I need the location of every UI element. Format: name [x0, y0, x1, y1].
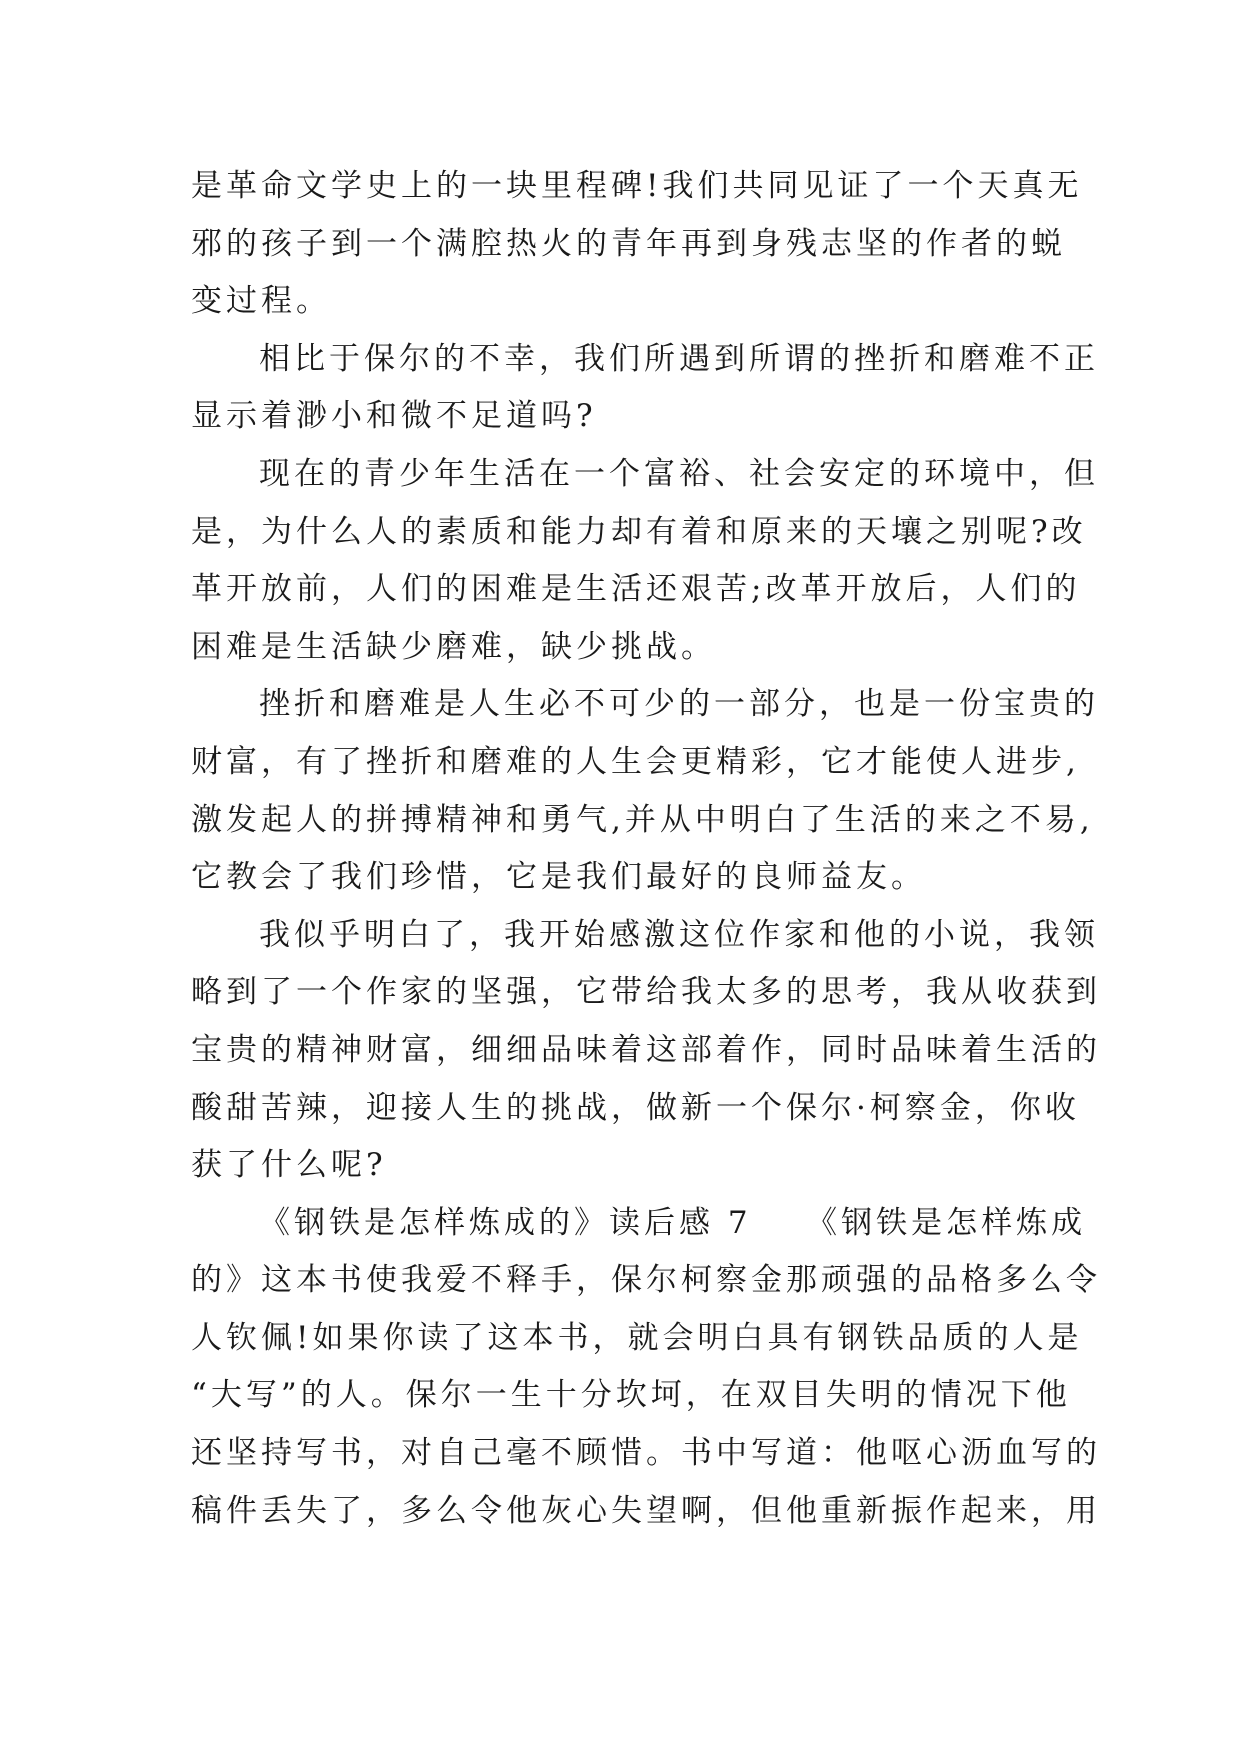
text-line: 邪的孩子到一个满腔热火的青年再到身残志坚的作者的蜕: [191, 225, 1066, 262]
text-line: 略到了一个作家的坚强，它带给我太多的思考，我从收获到: [191, 974, 1101, 1011]
text-line: 宝贵的精神财富，细细品味着这部着作，同时品味着生活的: [191, 1031, 1101, 1068]
text-line: 激发起人的拼搏精神和勇气,并从中明白了生活的来之不易,: [191, 801, 1094, 838]
text-line: 财富，有了挫折和磨难的人生会更精彩，它才能使人进步,: [191, 743, 1080, 780]
text-line: 革开放前，人们的困难是生活还艰苦;改革开放后，人们的: [191, 571, 1081, 608]
text-line: 酸甜苦辣，迎接人生的挑战，做新一个保尔·柯察金，你收: [191, 1089, 1080, 1126]
text-line: 还坚持写书，对自己毫不顾惜。书中写道：他呕心沥血写的: [191, 1435, 1101, 1472]
paragraph-first-line: 相比于保尔的不幸，我们所遇到所谓的挫折和磨难不正: [259, 340, 1099, 377]
text-line: 变过程。: [191, 283, 331, 320]
text-line: 是，为什么人的素质和能力却有着和原来的天壤之别呢?改: [191, 513, 1087, 550]
text-line: 的》这本书使我爱不释手，保尔柯察金那顽强的品格多么令: [191, 1262, 1101, 1299]
section-heading-line: 《钢铁是怎样炼成的》读后感 7 《钢铁是怎样炼成: [259, 1204, 1087, 1241]
text-line: 是革命文学史上的一块里程碑!我们共同见证了一个天真无: [191, 168, 1083, 204]
text-line: 困难是生活缺少磨难，缺少挑战。: [191, 628, 716, 665]
text-line: 稿件丢失了，多么令他灰心失望啊，但他重新振作起来，用: [191, 1492, 1101, 1529]
text-line: 显示着渺小和微不足道吗?: [191, 398, 597, 435]
document-body: [191, 158, 1101, 1540]
text-line: 获了什么呢?: [191, 1147, 387, 1184]
paragraph-first-line: 我似乎明白了，我开始感激这位作家和他的小说，我领: [259, 916, 1099, 953]
paragraph-first-line: 挫折和磨难是人生必不可少的一部分，也是一份宝贵的: [259, 686, 1099, 723]
paragraph-first-line: 现在的青少年生活在一个富裕、社会安定的环境中，但: [259, 455, 1099, 492]
text-line: 人钦佩!如果你读了这本书，就会明白具有钢铁品质的人是: [191, 1319, 1083, 1356]
text-line: “大写”的人。保尔一生十分坎坷，在双目失明的情况下他: [191, 1377, 1071, 1414]
text-line: 它教会了我们珍惜，它是我们最好的良师益友。: [191, 859, 926, 896]
